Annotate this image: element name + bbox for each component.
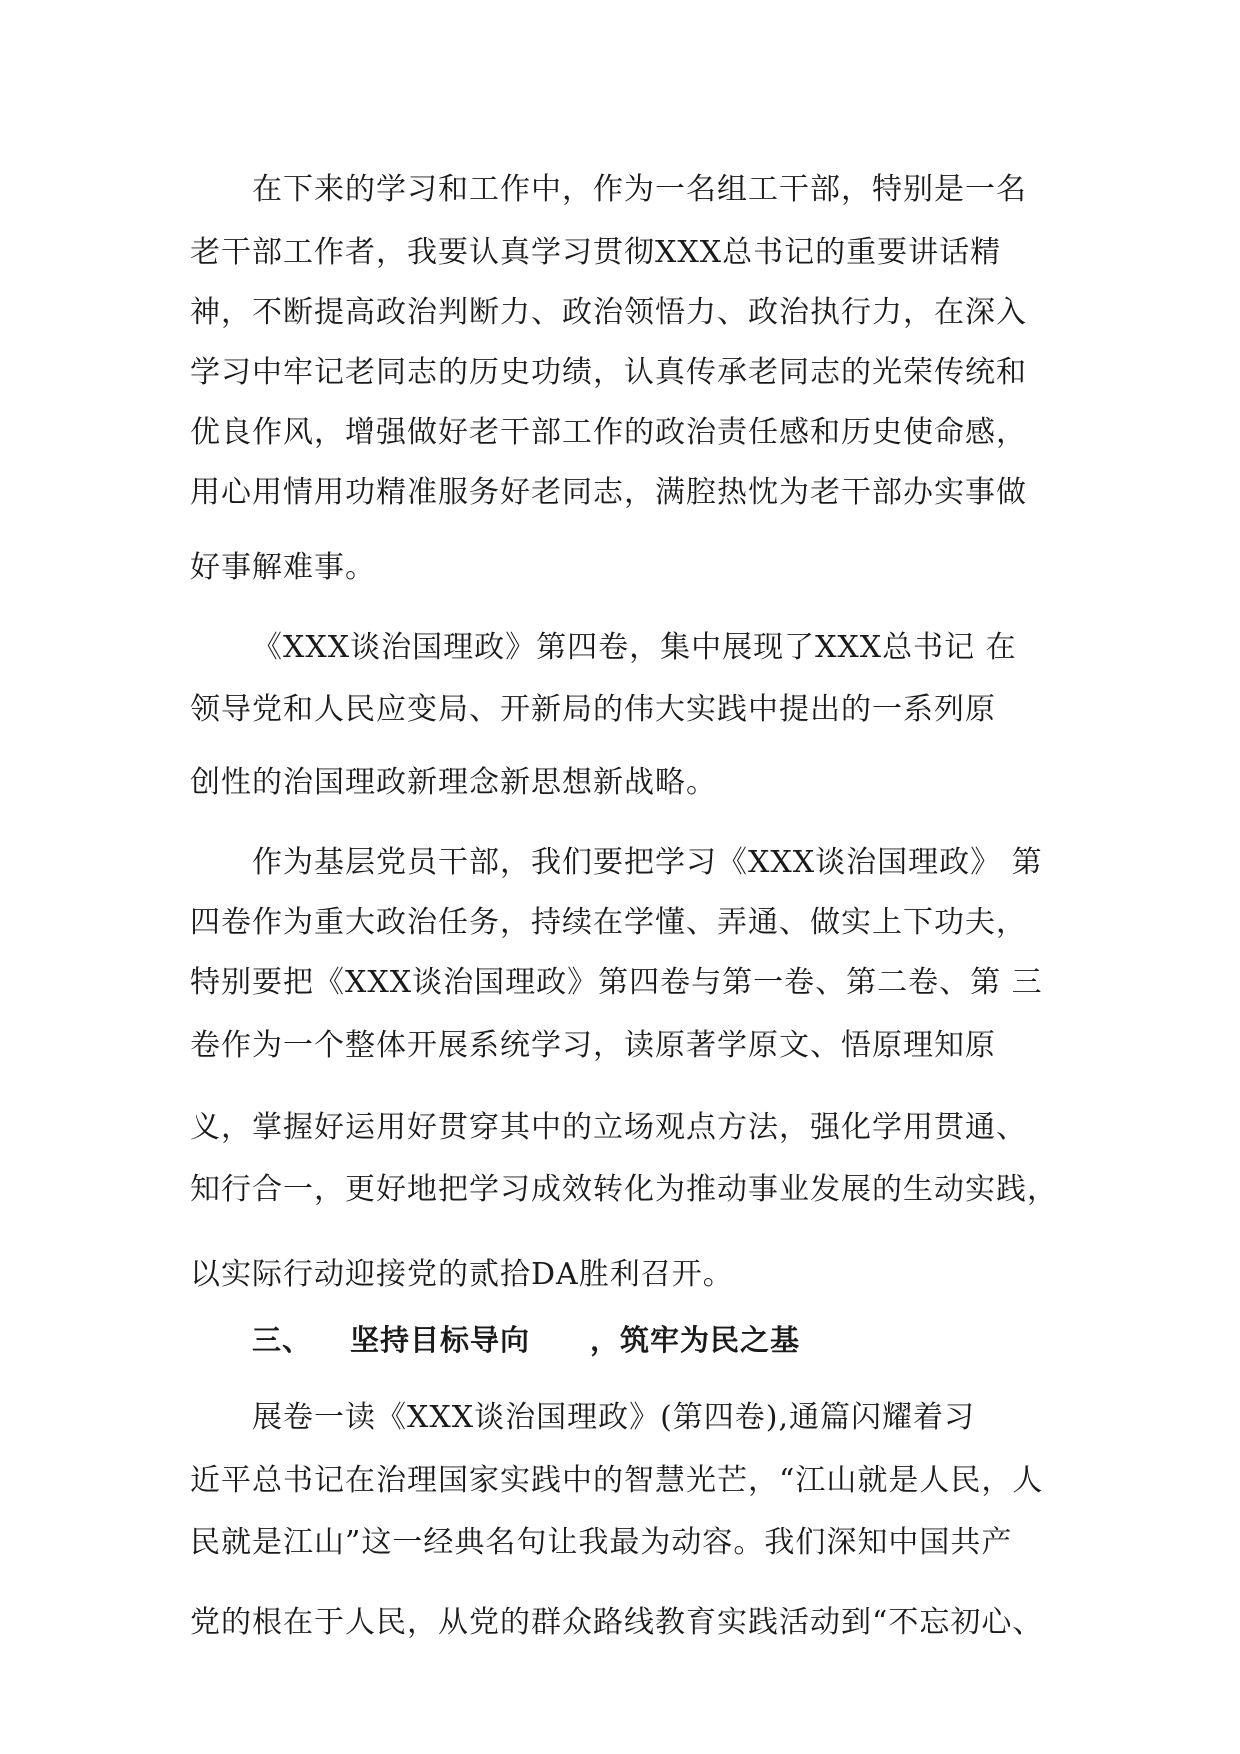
paragraph-2-line-1: 《XXX谈治国理政》第四卷，集中展现了XXX总书记 在 [252, 630, 1017, 665]
paragraph-4-line-2: 近平总书记在治理国家实践中的智慧光芒，“江山就是人民，人 [190, 1463, 1044, 1498]
section-title-part-1: 坚持目标导向 [350, 1323, 531, 1357]
paragraph-3-line-5: 义，掌握好运用好贯穿其中的立场观点方法，强化学用贯通、 [190, 1110, 1027, 1145]
paragraph-3-line-7: 以实际行动迎接党的贰拾DA胜利召开。 [190, 1257, 734, 1292]
paragraph-3-line-4: 卷作为一个整体开展系统学习，读原著学原文、悟原理知原 [190, 1028, 996, 1063]
section-heading [0, 1320, 1240, 1360]
paragraph-2-line-3: 创性的治国理政新理念新思想新战略。 [190, 765, 717, 800]
paragraph-3-line-3: 特别要把《XXX谈治国理政》第四卷与第一卷、第二卷、第 三 [190, 965, 1043, 1000]
paragraph-4-line-1: 展卷一读《XXX谈治国理政》(第四卷),通篇闪耀着习 [252, 1400, 976, 1435]
paragraph-1-line-7: 好事解难事。 [190, 550, 376, 585]
paragraph-1-line-1: 在下来的学习和工作中，作为一名组工干部，特别是一名 [252, 172, 1027, 207]
paragraph-3-line-2: 四卷作为重大政治任务，持续在学懂、弄通、做实上下功夫， [190, 905, 1027, 940]
paragraph-1-line-5: 优良作风，增强做好老干部工作的政治责任感和历史使命感， [190, 415, 1027, 450]
paragraph-1-line-2: 老干部工作者，我要认真学习贯彻XXX总书记的重要讲话精 [190, 235, 1002, 270]
paragraph-1-line-3: 神，不断提高政治判断力、政治领悟力、政治执行力，在深入 [190, 295, 1027, 330]
paragraph-3-line-1: 作为基层党员干部，我们要把学习《XXX谈治国理政》 第 [252, 845, 1043, 880]
section-number: 三、 [252, 1323, 313, 1357]
section-title-part-2: ，筑牢为民之基 [590, 1323, 801, 1357]
paragraph-1-line-6: 用心用情用功精准服务好老同志，满腔热忱为老干部办实事做 [190, 475, 1027, 510]
paragraph-4-line-4: 党的根在于人民，从党的群众路线教育实践活动到“不忘初心、 [190, 1605, 1044, 1640]
paragraph-3-line-6: 知行合一，更好地把学习成效转化为推动事业发展的生动实践， [190, 1172, 1058, 1207]
paragraph-1-line-4: 学习中牢记老同志的历史功绩，认真传承老同志的光荣传统和 [190, 355, 1027, 390]
paragraph-2-line-2: 领导党和人民应变局、开新局的伟大实践中提出的一系列原 [190, 692, 996, 727]
paragraph-4-line-3: 民就是江山”这一经典名句让我最为动容。我们深知中国共产 [190, 1525, 1013, 1560]
